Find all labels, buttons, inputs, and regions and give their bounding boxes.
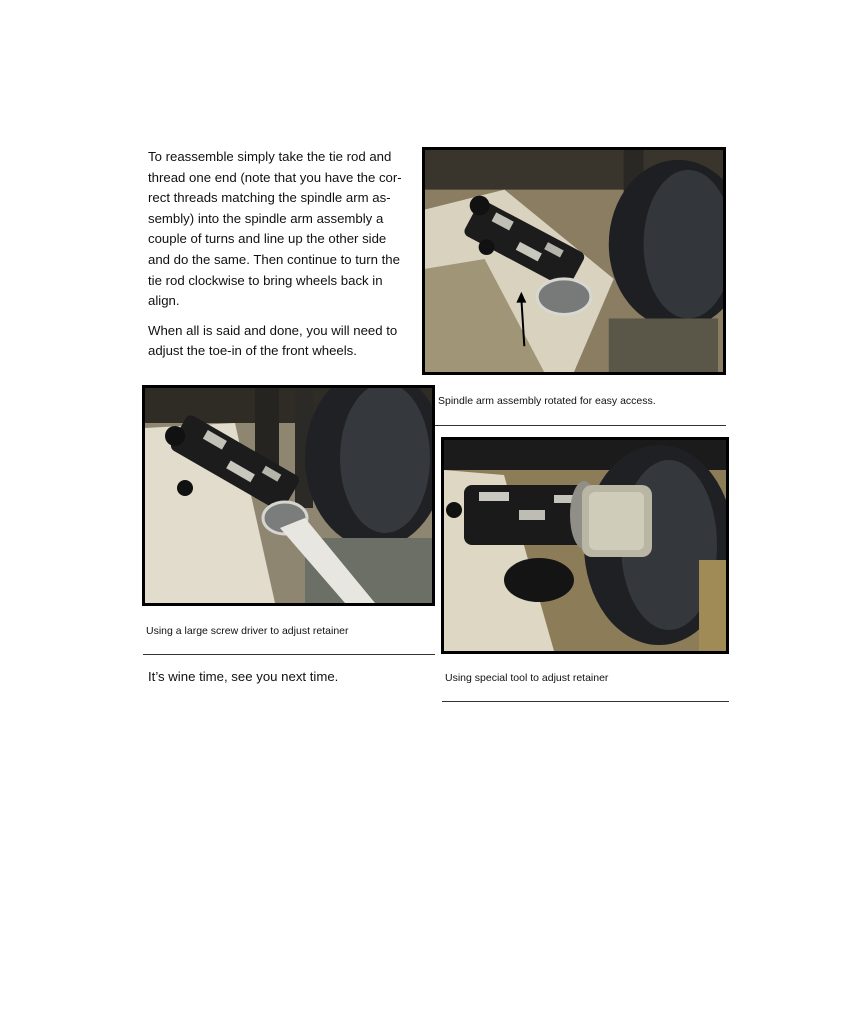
caption-rule-1 [435,425,726,426]
caption-photo1: Spindle arm assembly rotated for easy access. [438,395,656,407]
article-body [148,147,420,371]
photo-special-tool-adjust [441,437,729,654]
caption-rule-3 [442,701,729,702]
photo-screwdriver-adjust [142,385,435,606]
paragraph-toe-in: When all is said and done, you will need to adjust the toe-in of the front wheels. [148,322,398,359]
paragraph-reassemble: To reassemble simply take the tie rod and thread one end (note that you have the cor- rect threads matching the spindle arm as- sembly) into the spindle arm assembly a couple of turns and line up the other side and do the same. Then continue to turn the tie rod clockwise to bring wheels back in align. [148,149,402,309]
caption-rule-2 [143,654,435,655]
caption-photo2: Using a large screw driver to adjust retainer [146,625,349,637]
photo-spindle-arm-rotated [422,147,726,375]
closing-line: It’s wine time, see you next time. [148,669,339,684]
caption-photo3: Using special tool to adjust retainer [445,672,609,684]
